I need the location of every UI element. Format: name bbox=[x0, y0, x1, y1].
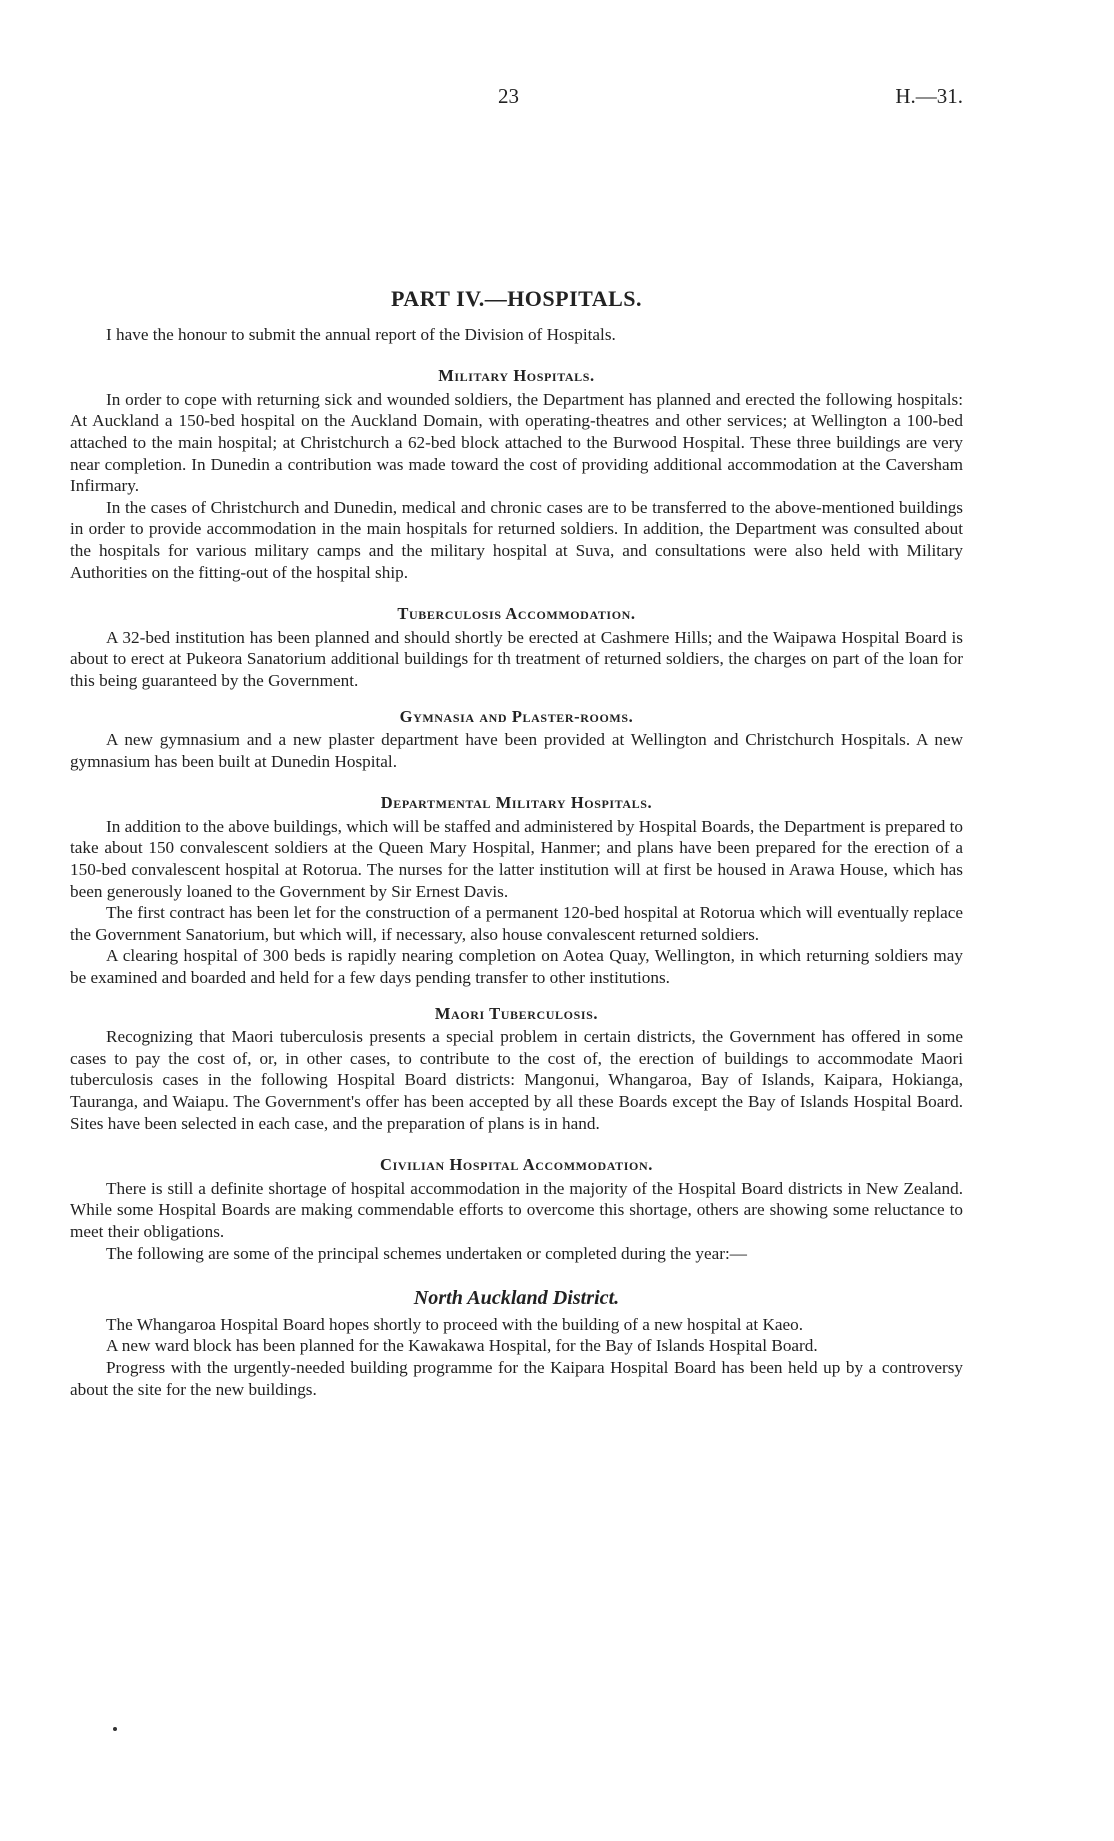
paragraph: Progress with the urgently-needed building programme for the Kaipara Hospital Board has been held up by a controversy about the site for the new buildings. bbox=[70, 1357, 963, 1399]
paragraph: A clearing hospital of 300 beds is rapidly nearing completion on Aotea Quay, Wellington, in which returning soldiers may be examined and boarded and held for a few days pending transfer to other institutions. bbox=[70, 946, 963, 988]
paragraph: A new ward block has been planned for the Kawakawa Hospital, for the Bay of Islands Hospital Board. bbox=[106, 1336, 818, 1356]
section-gymnasia-plaster-rooms bbox=[70, 706, 963, 773]
page-number: 23 bbox=[498, 84, 519, 108]
document-reference: H.—31. bbox=[895, 84, 963, 108]
part-title: PART IV.—HOSPITALS. bbox=[391, 286, 642, 311]
section-north-auckland-district bbox=[70, 1288, 963, 1400]
paragraph: The Whangaroa Hospital Board hopes shortly to proceed with the building of a new hospital at Kaeo. bbox=[106, 1314, 804, 1334]
page-content bbox=[70, 288, 963, 1400]
section-heading: Maori Tuberculosis. bbox=[434, 1003, 599, 1023]
section-heading: Gymnasia and Plaster-rooms. bbox=[399, 706, 634, 726]
section-heading: Military Hospitals. bbox=[438, 366, 595, 386]
section-heading: Civilian Hospital Accommodation. bbox=[380, 1155, 653, 1175]
page-header bbox=[70, 84, 963, 114]
intro-paragraph: I have the honour to submit the annual report of the Division of Hospitals. bbox=[106, 324, 616, 344]
paragraph: In order to cope with returning sick and wounded soldiers, the Department has planned and erected the following hospitals: At Auckland a 150-bed hospital on the Auckland Domain, with operating-theatres and other services; at Wellington a 100-bed attached to the main hospital; at Christchurch a 62-bed block attached to the Burwood Hospital. These three buildings are very near completion. In Dunedin a contribution was made toward the cost of providing additional accommodation at the Caversham Infirmary. bbox=[70, 389, 963, 496]
paragraph: Recognizing that Maori tuberculosis presents a special problem in certain districts, the Government has offered in some cases to pay the cost of, or, in other cases, to contribute to the cost of, the erection of buildings to accommodate Maori tuberculosis cases in the following Hospital Board districts: Mangonui, Whangaroa, Bay of Islands, Kaipara, Hokianga, Tauranga, and Waiapu. The Government's offer has been accepted by all these Boards except the Bay of Islands Hospital Board. Sites have been selected in each case, and the preparation of plans is in hand. bbox=[70, 1027, 963, 1133]
section-tuberculosis-accommodation bbox=[70, 603, 963, 691]
section-heading: Tuberculosis Accommodation. bbox=[397, 604, 636, 624]
paragraph: In addition to the above buildings, which will be staffed and administered by Hospital Boards, the Department is prepared to take about 150 convalescent soldiers at the Queen Mary Hospital, Hanmer; and plans have been prepared for the erection of a 150-bed convalescent hospital at Rotorua. The nurses for the latter institution will at first be housed in Arawa House, which has been generously loaned to the Government by Sir Ernest Davis. bbox=[70, 816, 963, 901]
paragraph: The first contract has been let for the construction of a permanent 120-bed hospital at Rotorua which will eventually replace the Government Sanatorium, but which will, if necessary, also house convalescent returned soldiers. bbox=[70, 903, 963, 944]
district-heading: North Auckland District. bbox=[413, 1287, 620, 1310]
paragraph: There is still a definite shortage of hospital accommodation in the majority of the Hospital Board districts in New Zealand. While some Hospital Boards are making commendable efforts to overcome this shortage, others are showing some reluctance to meet their obligations. bbox=[70, 1178, 963, 1241]
section-maori-tuberculosis bbox=[70, 1003, 963, 1135]
paragraph: In the cases of Christchurch and Dunedin, medical and chronic cases are to be transferred to the above-mentioned buildings in order to provide accommodation in the main hospitals for returned soldiers. In addition, the Department was consulted about the hospitals for various military camps and the military hospital at Suva, and consultations were also held with Military Authorities on the fitting-out of the hospital ship. bbox=[70, 497, 963, 582]
paragraph: A 32-bed institution has been planned and should shortly be erected at Cashmere Hills; and the Waipawa Hospital Board is about to erect at Pukeora Sanatorium additional buildings for th treatment of returned soldiers, the charges on part of the loan for this being guaranteed by the Government. bbox=[70, 627, 963, 690]
paragraph: A new gymnasium and a new plaster department have been provided at Wellington and Christchurch Hospitals. A new gymnasium has been built at Dunedin Hospital. bbox=[70, 730, 963, 771]
paragraph: The following are some of the principal schemes undertaken or completed during the year:— bbox=[106, 1243, 747, 1263]
section-military-hospitals bbox=[70, 365, 963, 583]
stray-mark bbox=[113, 1727, 117, 1731]
section-civilian-hospital-accommodation bbox=[70, 1154, 963, 1264]
section-departmental-military-hospitals bbox=[70, 792, 963, 988]
section-heading: Departmental Military Hospitals. bbox=[380, 793, 653, 813]
